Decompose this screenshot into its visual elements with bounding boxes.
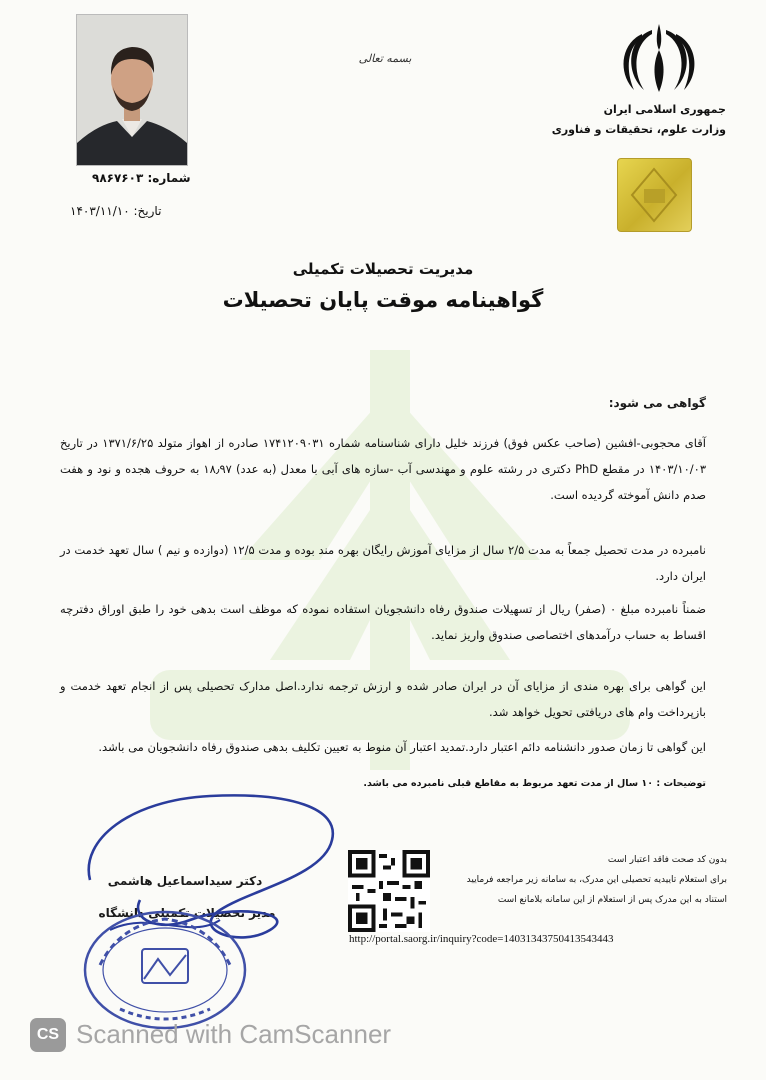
number-value: ۹۸۶۷۶۰۳ bbox=[92, 171, 144, 185]
basmala: بسمه تعالی bbox=[358, 52, 412, 65]
verify-line-2: برای استعلام تاییدیه تحصیلی این مدرک، به سامانه زیر مراجعه فرمایید bbox=[466, 875, 727, 885]
document-number bbox=[92, 171, 191, 185]
issuer-block bbox=[506, 100, 726, 140]
paragraph-validity: این گواهی برای بهره مندی از مزایای آن در ایران صادر شده و ارزش ترجمه ندارد.اصل مدارک تحصیلی پس از انجام تعهد خدمت و بازپرداخت وام های دریافتی تحویل خواهد شد. bbox=[60, 679, 706, 719]
inquiry-url[interactable]: http://portal.saorg.ir/inquiry?code=14031343750413543443 bbox=[349, 933, 614, 945]
holder-photo bbox=[76, 14, 188, 166]
notes: توضیحات : ۱۰ سال از مدت تعهد مربوط به مقاطع قبلی نامبرده می باشد. bbox=[363, 778, 706, 789]
paragraph-graduation: آقای محجوبی-افشین (صاحب عکس فوق) فرزند خلیل دارای شناسنامه شماره ۱۷۴۱۲۰۹۰۳۱ صادره از اهواز متولد ۱۳۷۱/۶/۲۵ در تاریخ ۱۴۰۳/۱۰/۰۳ در مقطع PhD دکتری در رشته علوم و مهندسی آب -سازه های آبی با معدل (به عدد) ۱۸٫۹۷ به حروف هجده و نود و هفت صدم دانش آموخته گردیده است. bbox=[60, 436, 706, 502]
camscanner-watermark: Scanned with CamScanner bbox=[76, 1019, 392, 1049]
date-label: تاریخ: bbox=[133, 204, 162, 218]
page-title: گواهینامه موقت پایان تحصیلات bbox=[222, 288, 544, 312]
department-title: مدیریت تحصیلات تکمیلی bbox=[292, 260, 474, 278]
verification-text bbox=[442, 850, 727, 910]
certify-heading: گواهی می شود: bbox=[608, 396, 706, 410]
paragraph-service-obligation: نامبرده در مدت تحصیل جمعاً به مدت ۲/۵ سال از مزایای آموزش رایگان بهره مند بوده و مدت ۱۲/۵ (دوازده و نیم ) سال تعهد خدمت در ایران دارد. bbox=[60, 543, 706, 583]
number-label: شماره: bbox=[147, 171, 191, 185]
signatory-name: دکتر سیداسماعیل هاشمی bbox=[107, 874, 263, 888]
verify-line-3: استناد به این مدرک پس از استعلام از این سامانه بلامانع است bbox=[497, 895, 727, 905]
signatory-title: مدیر تحصیلات تکمیلی دانشگاه bbox=[98, 906, 276, 920]
iran-emblem-icon bbox=[614, 20, 704, 95]
document-date bbox=[70, 204, 161, 218]
paragraph-welfare-fund: ضمناً نامبرده مبلغ ۰ (صفر) ریال از تسهیلات صندوق رفاه دانشجویان استفاده نموده که موظف است بدهی خود را طبق اوراق دفترچه اقساط به حساب درآمدهای اختصاصی صندوق واریز نماید. bbox=[60, 602, 706, 642]
paragraph-expiry: این گواهی تا زمان صدور دانشنامه دائم اعتبار دارد.تمدید اعتبار آن منوط به تعیین تکلیف بدهی صندوق رفاه دانشجویان می باشد. bbox=[98, 740, 706, 754]
gold-hologram-seal bbox=[617, 158, 692, 232]
university-stamp bbox=[80, 905, 250, 1035]
verify-line-1: بدون کد صحت فاقد اعتبار است bbox=[607, 855, 727, 865]
country-name: جمهوری اسلامی ایران bbox=[603, 103, 726, 116]
camscanner-logo: CS bbox=[30, 1018, 66, 1052]
date-value: ۱۴۰۳/۱۱/۱۰ bbox=[70, 204, 130, 218]
ministry-name: وزارت علوم، تحقیقات و فناوری bbox=[551, 123, 726, 136]
